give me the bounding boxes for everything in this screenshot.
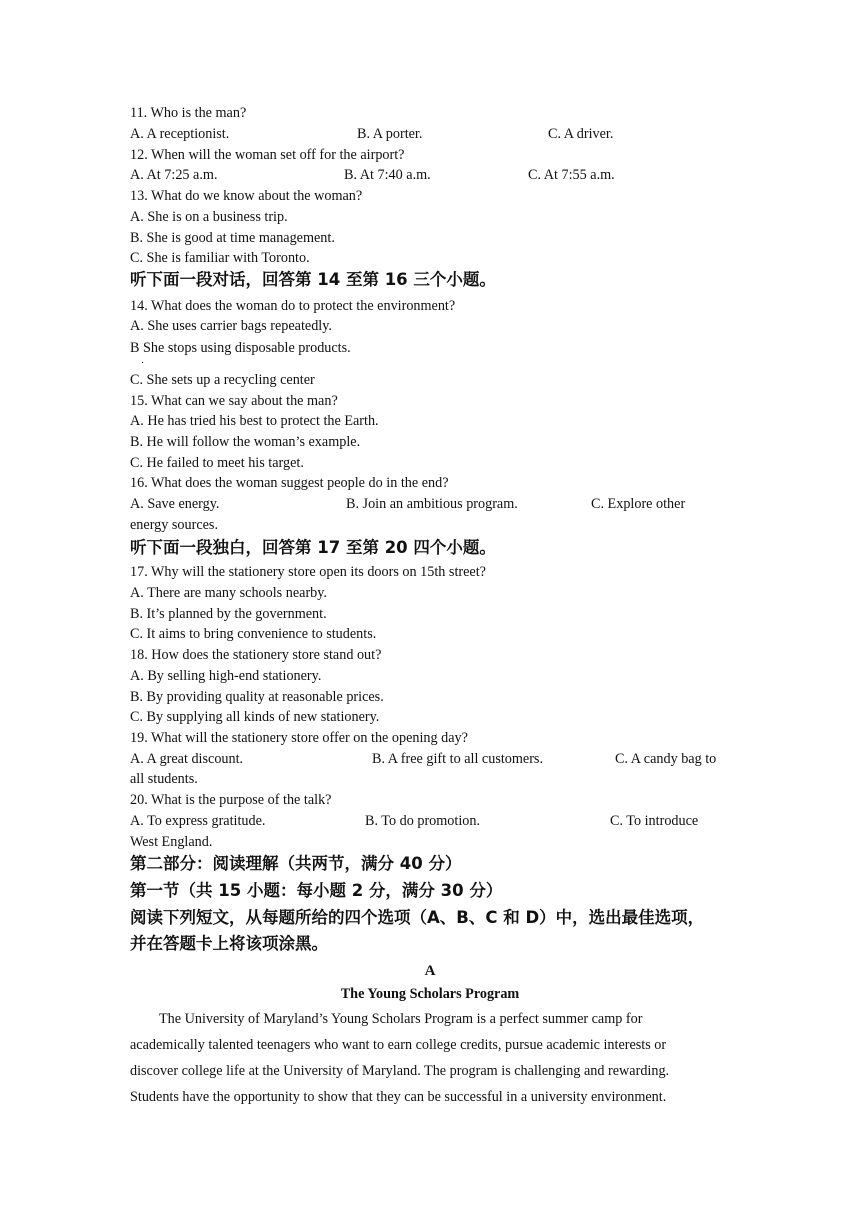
question-16-option-b: B. Join an ambitious program. xyxy=(346,496,518,512)
passage-letter: A xyxy=(424,963,436,979)
question-15-stem: 15. What can we say about the man? xyxy=(130,393,338,409)
passage-line-1: The University of Maryland’s Young Scholars Program is a perfect summer camp for xyxy=(159,1011,643,1027)
question-16-option-c: C. Explore other xyxy=(591,496,686,512)
instruction-line-1: 阅读下列短文，从每题所给的四个选项（A、B、C 和 D）中，选出最佳选项， xyxy=(130,908,705,927)
question-16-stem: 16. What does the woman suggest people do in the end? xyxy=(130,475,449,491)
question-12-option-a: A. At 7:25 a.m. xyxy=(130,167,218,183)
question-14-option-b-dot: ． xyxy=(141,355,151,366)
question-12-option-b: B. At 7:40 a.m. xyxy=(344,167,431,183)
section-header-17-20: 听下面一段独白，回答第 17 至第 20 四个小题。 xyxy=(130,538,496,557)
question-18-option-a: A. By selling high-end stationery. xyxy=(130,668,322,684)
question-16-option-a: A. Save energy. xyxy=(130,496,220,512)
question-16-option-c-continued: energy sources. xyxy=(130,517,218,533)
question-12-option-c: C. At 7:55 a.m. xyxy=(528,167,615,183)
passage-line-4: Students have the opportunity to show that they can be successful in a university environment. xyxy=(130,1089,667,1105)
question-18-stem: 18. How does the stationery store stand out? xyxy=(130,647,382,663)
question-20-option-a: A. To express gratitude. xyxy=(130,813,266,829)
passage-line-3: discover college life at the University of Maryland. The program is challenging and rewarding. xyxy=(130,1063,670,1079)
question-14-stem: 14. What does the woman do to protect the environment? xyxy=(130,298,456,314)
question-19-stem: 19. What will the stationery store offer on the opening day? xyxy=(130,730,468,746)
part-2-heading: 第二部分：阅读理解（共两节，满分 40 分） xyxy=(130,854,462,873)
question-11-option-c: C. A driver. xyxy=(548,126,614,142)
question-20-stem: 20. What is the purpose of the talk? xyxy=(130,792,332,808)
section-1-heading: 第一节（共 15 小题：每小题 2 分，满分 30 分） xyxy=(130,881,503,900)
passage-title: The Young Scholars Program xyxy=(340,986,520,1002)
question-19-option-a: A. A great discount. xyxy=(130,751,244,767)
question-13-stem: 13. What do we know about the woman? xyxy=(130,188,363,204)
question-15-option-b: B. He will follow the woman’s example. xyxy=(130,434,361,450)
question-14-option-a: A. She uses carrier bags repeatedly. xyxy=(130,318,332,334)
question-14-option-b: B She stops using disposable products. xyxy=(130,340,351,356)
question-17-option-c: C. It aims to bring convenience to students. xyxy=(130,626,377,642)
question-18-option-c: C. By supplying all kinds of new stationery. xyxy=(130,709,380,725)
question-15-option-c: C. He failed to meet his target. xyxy=(130,455,304,471)
question-20-option-c-continued: West England. xyxy=(130,834,213,850)
question-13-option-c: C. She is familiar with Toronto. xyxy=(130,250,310,266)
question-20-option-c: C. To introduce xyxy=(610,813,699,829)
section-header-14-16: 听下面一段对话，回答第 14 至第 16 三个小题。 xyxy=(130,270,496,289)
question-13-option-a: A. She is on a business trip. xyxy=(130,209,288,225)
question-20-option-b: B. To do promotion. xyxy=(365,813,481,829)
question-11-option-b: B. A porter. xyxy=(357,126,423,142)
instruction-line-2: 并在答题卡上将该项涂黑。 xyxy=(130,934,328,953)
question-11-option-a: A. A receptionist. xyxy=(130,126,230,142)
question-17-option-a: A. There are many schools nearby. xyxy=(130,585,327,601)
question-18-option-b: B. By providing quality at reasonable prices. xyxy=(130,689,384,705)
question-17-option-b: B. It’s planned by the government. xyxy=(130,606,327,622)
question-19-option-b: B. A free gift to all customers. xyxy=(372,751,544,767)
question-15-option-a: A. He has tried his best to protect the Earth. xyxy=(130,413,379,429)
question-19-option-c-continued: all students. xyxy=(130,771,198,787)
passage-line-2: academically talented teenagers who want to earn college credits, pursue academic interests or xyxy=(130,1037,667,1053)
question-17-stem: 17. Why will the stationery store open its doors on 15th street? xyxy=(130,564,486,580)
question-11-stem: 11. Who is the man? xyxy=(130,105,247,121)
question-13-option-b: B. She is good at time management. xyxy=(130,230,335,246)
question-19-option-c: C. A candy bag to xyxy=(615,751,717,767)
question-12-stem: 12. When will the woman set off for the airport? xyxy=(130,147,405,163)
question-14-option-c: C. She sets up a recycling center xyxy=(130,372,315,388)
